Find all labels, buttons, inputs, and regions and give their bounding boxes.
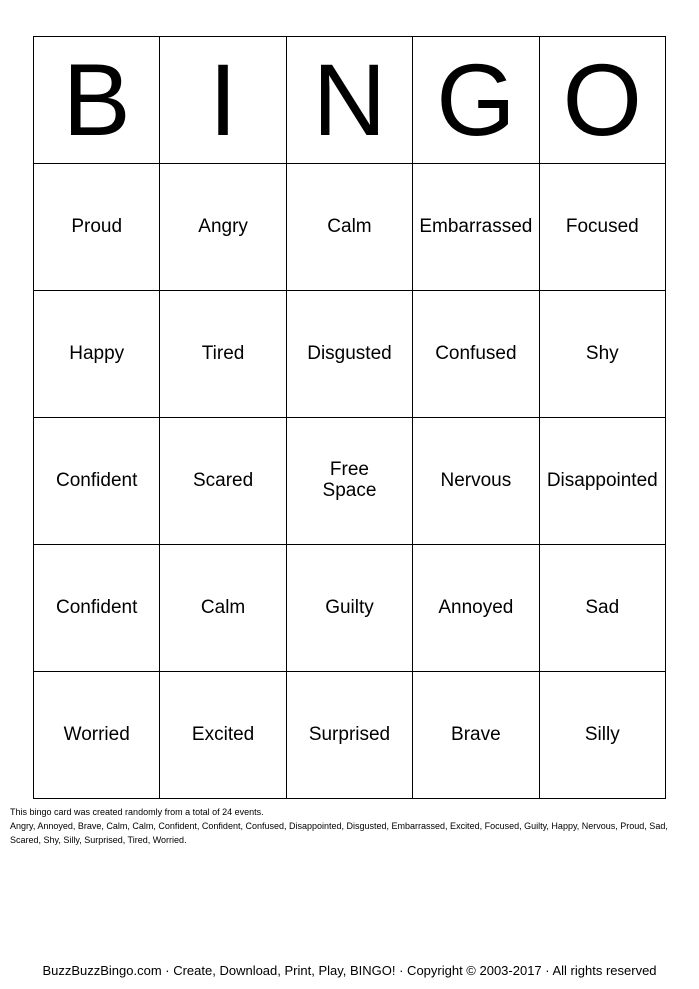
bingo-cell: [413, 545, 539, 672]
cell-label: Silly: [584, 723, 620, 745]
free-space-cell: [286, 418, 412, 545]
card-footer-note: [10, 805, 690, 847]
cell-label: Annoyed: [438, 596, 514, 618]
bingo-cell: [539, 545, 665, 672]
free-space-label: Free Space: [322, 459, 377, 501]
bingo-row: [34, 545, 666, 672]
bingo-cell: [539, 291, 665, 418]
header-letter-i: I: [160, 37, 286, 164]
bingo-cell: [160, 418, 286, 545]
cell-label: Calm: [200, 596, 246, 618]
event-list: Angry, Annoyed, Brave, Calm, Calm, Confident, Confident, Confused, Disappointed, Disgusted, Embarrassed, Excited, Focused, Guilty, Happy, Nervous, Proud, Sad, Scared, Shy, Silly, Surprised, Tired, Worried.: [10, 821, 668, 845]
bingo-cell: [413, 418, 539, 545]
cell-label: Sad: [585, 596, 620, 618]
bingo-cell: [160, 672, 286, 799]
bingo-cell: [160, 545, 286, 672]
bingo-cell: [413, 164, 539, 291]
bingo-cell: [34, 545, 160, 672]
header-letter-b: B: [34, 37, 160, 164]
bingo-cell: [539, 164, 665, 291]
bingo-cell: [539, 418, 665, 545]
bingo-row: [34, 164, 666, 291]
bingo-cell: [413, 291, 539, 418]
bingo-cell: [286, 672, 412, 799]
cell-label: Tired: [201, 342, 245, 364]
bingo-cell: [286, 291, 412, 418]
cell-label: Proud: [71, 215, 123, 237]
bingo-cell: [539, 672, 665, 799]
cell-label: Embarrassed: [419, 215, 533, 237]
cell-label: Shy: [585, 342, 619, 364]
bingo-cell: [413, 672, 539, 799]
creation-note: This bingo card was created randomly from a total of 24 events.: [10, 807, 264, 817]
bingo-row: [34, 291, 666, 418]
cell-label: Brave: [451, 723, 501, 745]
bingo-card: [33, 36, 666, 799]
cell-label: Scared: [192, 469, 254, 491]
cell-label: Worried: [63, 723, 130, 745]
bingo-cell: [34, 164, 160, 291]
cell-label: Happy: [69, 342, 125, 364]
bingo-cell: [286, 164, 412, 291]
bingo-cell: [34, 418, 160, 545]
header-letter-g: G: [413, 37, 539, 164]
bingo-cell: [160, 164, 286, 291]
bingo-cell: [34, 291, 160, 418]
header-letter-o: O: [539, 37, 665, 164]
cell-label: Disappointed: [546, 469, 658, 491]
cell-label: Calm: [327, 215, 372, 237]
cell-label: Surprised: [308, 723, 391, 745]
bingo-row: [34, 672, 666, 799]
copyright-line: BuzzBuzzBingo.com · Create, Download, Print, Play, BINGO! · Copyright © 2003-2017 · All rights reserved: [42, 963, 657, 978]
bingo-cell: [286, 545, 412, 672]
cell-label: Disgusted: [307, 342, 392, 364]
bingo-row: [34, 418, 666, 545]
cell-label: Guilty: [325, 596, 374, 618]
bingo-cell: [160, 291, 286, 418]
bingo-header-row: [34, 37, 666, 164]
cell-label: Angry: [198, 215, 248, 237]
cell-label: Nervous: [440, 469, 512, 491]
cell-label: Confused: [435, 342, 517, 364]
cell-label: Excited: [191, 723, 255, 745]
bingo-cell: [34, 672, 160, 799]
header-letter-n: N: [286, 37, 412, 164]
cell-label: Focused: [565, 215, 639, 237]
cell-label: Confident: [56, 596, 138, 618]
cell-label: Confident: [56, 469, 138, 491]
